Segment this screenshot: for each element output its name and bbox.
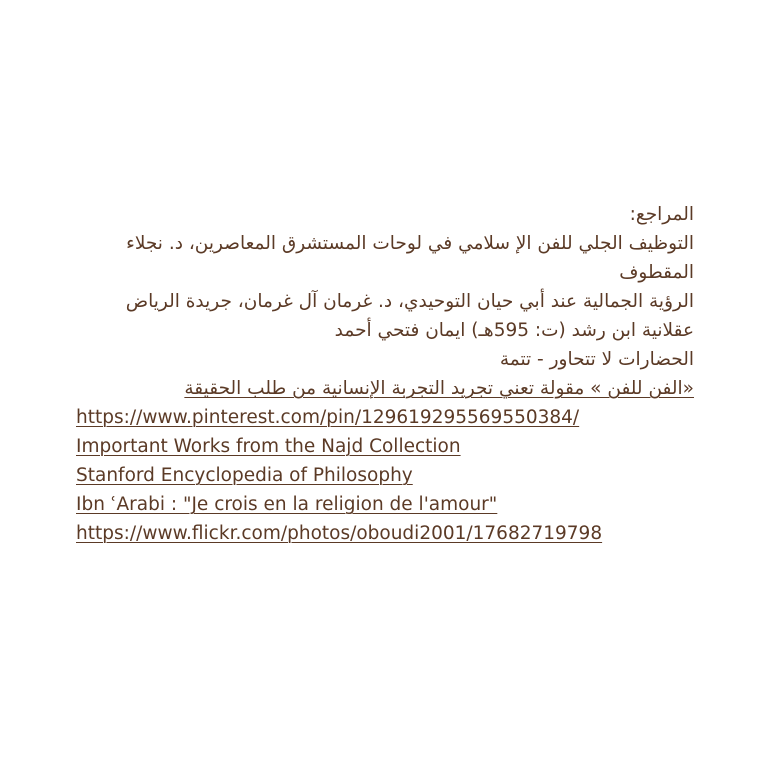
reference-link-najd-collection[interactable]: Important Works from the Najd Collection xyxy=(76,436,461,457)
reference-link-art-for-art[interactable]: «الفن للفن » مقولة تعني تجريد التجربة الإنسانية من طلب الحقيقة xyxy=(184,378,694,399)
references-block xyxy=(76,200,694,548)
reference-link-ibn-arabi[interactable]: Ibn ʿArabi : "Je crois en la religion de l'amour" xyxy=(76,494,498,515)
reference-link-pinterest[interactable]: https://www.pinterest.com/pin/129619295569550384/ xyxy=(76,407,580,428)
reference-entry: الرؤية الجمالية عند أبي حيان التوحيدي، د. غرمان آل غرمان، جريدة الرياض xyxy=(125,291,694,312)
reference-entry: عقلانية ابن رشد (ت: 595هـ) ايمان فتحي أحمد xyxy=(334,320,694,341)
reference-link-flickr[interactable]: https://www.flickr.com/photos/oboudi2001/17682719798 xyxy=(76,523,603,544)
reference-entry: الحضارات لا تتحاور - تتمة xyxy=(499,349,694,370)
reference-link-stanford-encyclopedia[interactable]: Stanford Encyclopedia of Philosophy xyxy=(76,465,413,486)
references-heading: المراجع: xyxy=(629,204,694,225)
reference-entry: التوظيف الجلي للفن الإ سلامي في لوحات المستشرق المعاصرين، د. نجلاء المقطوف xyxy=(126,233,694,283)
